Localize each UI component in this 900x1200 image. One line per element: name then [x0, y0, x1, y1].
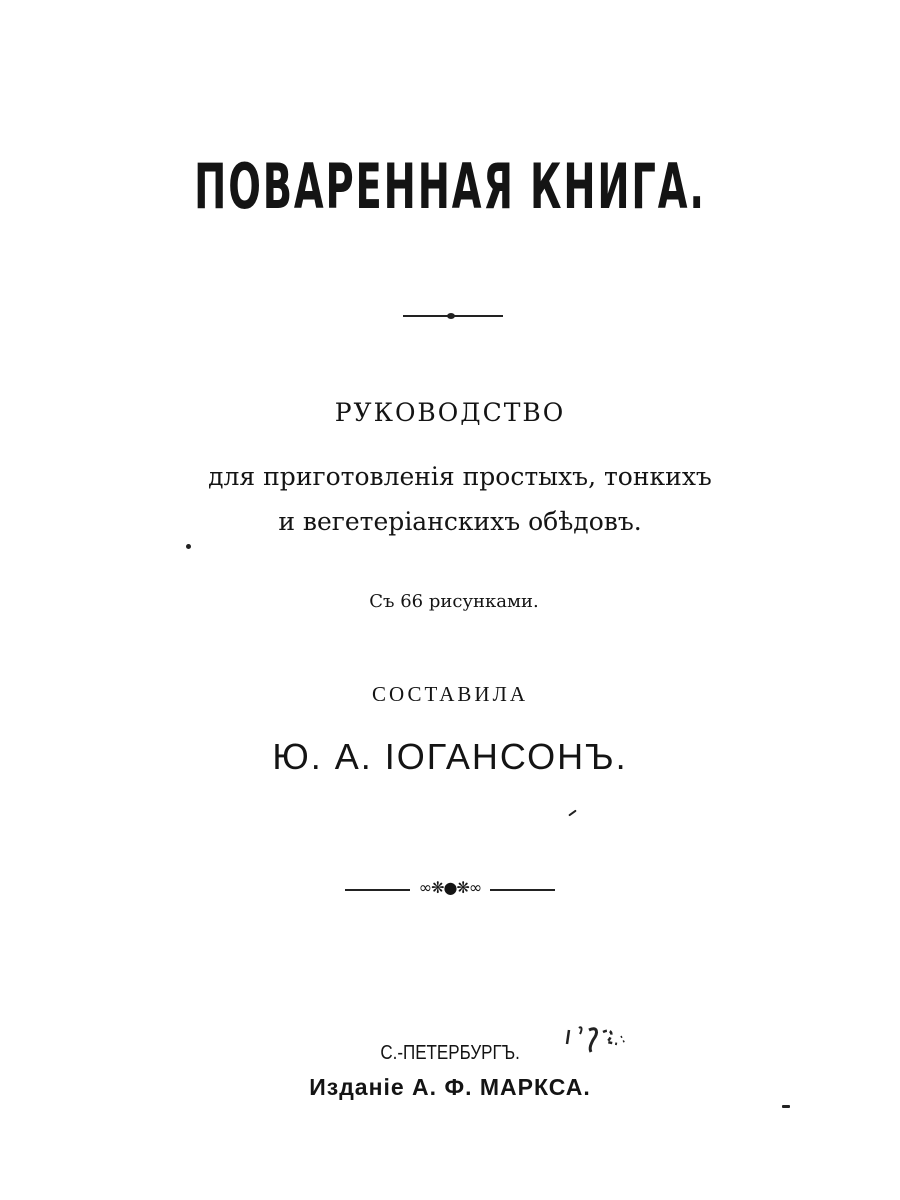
- subtitle-line-2: и вегетеріанскихъ обѣдовъ.: [278, 507, 642, 536]
- illustrations-note: Съ 66 рисунками.: [369, 591, 539, 612]
- ornament-right-rule: [490, 889, 555, 891]
- subtitle-label: РУКОВОДСТВО: [334, 398, 566, 427]
- compiled-by-label: СОСТАВИЛА: [372, 682, 528, 706]
- ornamental-divider: [345, 880, 555, 900]
- city-name: С.-ПЕТЕРБУРГЪ.: [380, 1042, 520, 1064]
- publisher-line: Изданіе А. Ф. МАРКСА.: [309, 1074, 591, 1100]
- subtitle-line-1: для приготовленія простыхъ, тонкихъ: [208, 462, 712, 491]
- handwritten-mark-icon: [565, 1022, 645, 1062]
- ink-speck: [782, 1105, 790, 1108]
- author-name: Ю. А. ІОГАНСОНЪ.: [272, 736, 628, 777]
- book-title: ПОВАРЕННАЯ КНИГА.: [194, 150, 706, 223]
- ornament-left-rule: [345, 889, 410, 891]
- ink-speck: [186, 544, 191, 549]
- imprint-city: [0, 1042, 900, 1065]
- ink-speck: [568, 810, 577, 817]
- short-rule-divider: [403, 315, 503, 317]
- ornament-flourish-icon: ∞❋●❋∞: [418, 878, 482, 897]
- rule-dot: [447, 313, 455, 319]
